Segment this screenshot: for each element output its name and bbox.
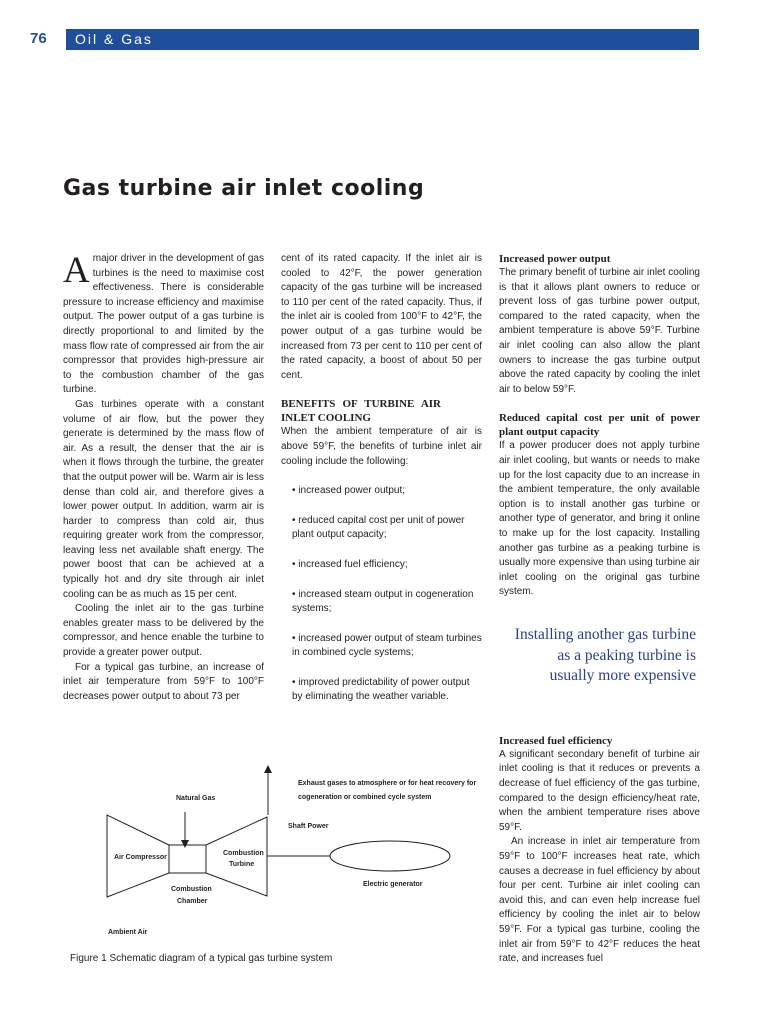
list-item: • increased power output;	[292, 485, 406, 497]
air-compressor-label: Air Compressor	[114, 854, 167, 861]
list-item: • increased power output of steam turbines in combined cycle systems;	[292, 632, 482, 659]
paragraph-1-text: major driver in the development of gas turbines is the need to maximise cost effectiveness. There is considerable pressure to increase efficiency and maximise output. The power output of a gas turbine is directly proportional to and limited by the mass flow rate of compressed air from the air compressor that provides high-pressure air to the combustion chamber of the gas turbine.	[63, 253, 264, 396]
list-item: • improved predictability of power output by eliminating the weather variable.	[292, 676, 470, 703]
article-title: Gas turbine air inlet cooling	[63, 176, 425, 201]
pull-quote: Installing another gas turbine as a peaking turbine is usually more expensive	[514, 626, 696, 685]
page-number: 76	[30, 30, 47, 47]
subheading-power-output: Increased power output	[499, 253, 611, 265]
paragraph-1	[63, 252, 264, 398]
drop-cap: A	[63, 250, 90, 291]
column-1	[63, 252, 264, 704]
shaft-power-label: Shaft Power	[288, 823, 329, 830]
paragraph-6: When the ambient temperature of air is above 59°F, the benefits of turbine inlet air cooling include the following:	[281, 426, 482, 467]
paragraph-10: An increase in inlet air temperature from 59°F to 100°F increases heat rate, which causes a decrease in fuel efficiency by about four per cent. Turbine air inlet cooling can avoid this, and can even help increase fuel efficiency by cooling the inlet air to below 59°F. For a typical gas turbine, cooling the inlet air from 59°F to 42°F reduces the heat rate, and increases fuel	[499, 836, 700, 965]
fuel-arrow-head	[181, 840, 189, 848]
combustion-turbine-label: Turbine	[229, 861, 255, 868]
exhaust-arrow-head	[264, 765, 272, 773]
combustion-chamber-label: Chamber	[177, 898, 208, 905]
section-label: Oil & Gas	[75, 31, 153, 47]
paragraph-5: cent of its rated capacity. If the inlet air is cooled to 42°F, the power generation capacity of the gas turbine will be increased to 110 per cent of the rated capacity. Thus, if the inlet air is cooled from 100°F to 42°F, the power output of a gas turbine would be increased from 73 per cent to 110 per cent of the rated capacity, a boost of about 50 per cent.	[281, 253, 482, 381]
paragraph-7: The primary benefit of turbine air inlet cooling is that it allows plant owners to reduce or prevent loss of gas turbine power output, compared to the rated capacity, when the ambient temperature is above 59°F. Turbine air inlet cooling can also allow the plant owners to increase the gas turbine output above the rated capacity by cooling the inlet air to below 59°F.	[499, 267, 700, 395]
column-3	[499, 252, 700, 967]
electric-generator-label: Electric generator	[363, 881, 423, 888]
list-item: • reduced capital cost per unit of power plant output capacity;	[292, 514, 465, 541]
section-heading: BENEFITS OF TURBINE AIR INLET COOLING	[281, 398, 441, 425]
paragraph-2: Gas turbines operate with a constant volume of air flow, but the power they generate is determined by the mass flow of air. As a result, the denser that the air is when it flows through the turbine, the greater that the output power will be. Warm air is less dense than cold air, and therefore gives a lower power output. In addition, warm air is harder to compress than cold air, thus requiring greater work from the compressor, leaving less net available shaft energy. The power boost that can be achieved at a typically hot and dry site through air inlet cooling can be as much as 15 per cent.	[63, 398, 264, 600]
list-item: • increased steam output in cogeneration systems;	[292, 588, 474, 615]
benefits-list	[281, 484, 482, 705]
ambient-air-label: Ambient Air	[108, 929, 148, 936]
exhaust-label: cogeneration or combined cycle system	[298, 794, 432, 801]
list-item: • increased fuel efficiency;	[292, 558, 408, 570]
paragraph-3: Cooling the inlet air to the gas turbine enables greater mass to be delivered by the compressor, and hence enable the turbine to provide a greater power output.	[63, 603, 264, 659]
column-2	[281, 252, 482, 705]
combustion-chamber-label: Combustion	[171, 886, 212, 893]
paragraph-8: If a power producer does not apply turbine air inlet cooling, but wants or needs to make up for the lost capacity due to an increase in the ambient temperature, the only available option is to install another gas turbine or another type of generator, and bring it online to make up for the lost capacity. Installing another gas turbine as a peaking turbine is usually more expensive than using turbine air inlet cooling on the original gas turbine system.	[499, 440, 700, 598]
gas-turbine-schematic	[60, 760, 480, 940]
section-header-bar	[66, 29, 699, 50]
subheading-fuel-efficiency: Increased fuel efficiency	[499, 734, 613, 747]
combustion-turbine-label: Combustion	[223, 850, 264, 857]
natural-gas-label: Natural Gas	[176, 795, 216, 802]
subheading-capital-cost: Reduced capital cost per unit of power plant output capacity	[499, 412, 700, 439]
electric-generator-shape	[330, 841, 450, 871]
exhaust-label: Exhaust gases to atmosphere or for heat recovery for	[298, 780, 477, 787]
combustion-chamber-shape	[169, 845, 206, 873]
paragraph-9: A significant secondary benefit of turbine air inlet cooling is that it reduces or prevents a decrease of fuel efficiency of the gas turbine, compared to the design efficiency/heat rate, when the ambient temperature rises above 59°F.	[499, 748, 700, 833]
figure-caption: Figure 1 Schematic diagram of a typical gas turbine system	[70, 953, 333, 964]
paragraph-4: For a typical gas turbine, an increase of inlet air temperature from 59°F to 100°F decreases power output to about 73 per	[63, 661, 264, 702]
